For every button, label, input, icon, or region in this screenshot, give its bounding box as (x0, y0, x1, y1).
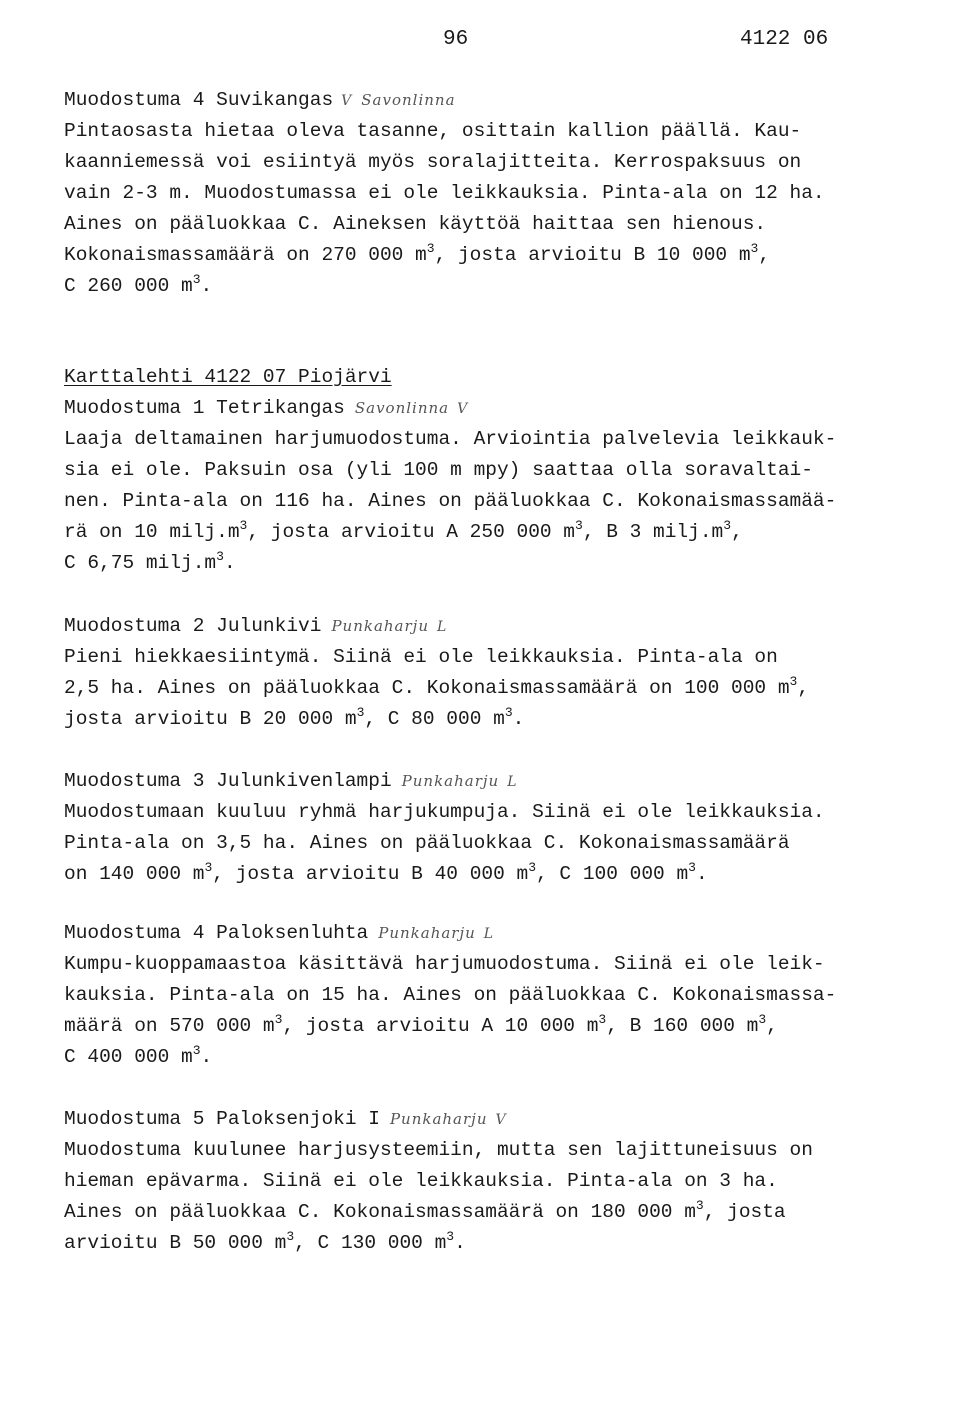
paragraph-line: Muodostuma kuulunee harjusysteemiin, mutta sen lajittuneisuus on (64, 1139, 813, 1161)
section-title: Muodostuma 1 Tetrikangas Savonlinna V (64, 393, 932, 424)
paragraph-line: C 260 000 $m^3$. (64, 272, 213, 297)
paragraph-line: vain 2-3 m. Muodostumassa ei ole leikkauksia. Pinta-ala on 12 ha. (64, 182, 825, 204)
sheet-heading-section (64, 362, 932, 393)
paragraph-line: Muodostumaan kuuluu ryhmä harjukumpuja. Siinä ei ole leikkauksia. (64, 801, 825, 823)
section-title: Muodostuma 5 Paloksenjoki I Punkaharju V (64, 1104, 932, 1135)
section-suvikangas (64, 85, 932, 302)
handwritten-note: Punkaharju (331, 617, 429, 635)
section-title: Muodostuma 3 Julunkivenlampi Punkaharju L (64, 766, 932, 797)
handwritten-mark: V (457, 401, 468, 417)
handwritten-mark: L (507, 774, 517, 790)
paragraph-line: kaanniemessä voi esiintyä myös soralajitteita. Kerrospaksuus on (64, 151, 802, 173)
paragraph-line: 2,5 ha. Aines on pääluokkaa C. Kokonaismassamäärä on 100 000 $m^3$, (64, 674, 810, 699)
paragraph-line: Pieni hiekkaesiintymä. Siinä ei ole leikkauksia. Pinta-ala on (64, 646, 778, 668)
paragraph-line: Aines on pääluokkaa C. Kokonaismassamäärä on 180 000 $m^3$, josta (64, 1198, 786, 1223)
paragraph-line: Kumpu-kuoppamaastoa käsittävä harjumuodostuma. Siinä ei ole leik- (64, 953, 825, 975)
paragraph-line: C 6,75 $milj.m^3$. (64, 549, 236, 574)
paragraph-line: Pinta-ala on 3,5 ha. Aines on pääluokkaa C. Kokonaismassamäärä (64, 832, 790, 854)
section-title: Muodostuma 4 Paloksenluhta Punkaharju L (64, 918, 932, 949)
paragraph-line: hieman epävarma. Siinä ei ole leikkauksia. Pinta-ala on 3 ha. (64, 1170, 778, 1192)
paragraph-line: Aines on pääluokkaa C. Aineksen käyttöä haittaa sen hienous. (64, 213, 767, 235)
handwritten-note: Punkaharju (378, 924, 476, 942)
paragraph-line: arvioitu B 50 000 $m^3$, C 130 000 $m^3$. (64, 1229, 466, 1254)
paragraph-line: on 140 000 $m^3$, josta arvioitu B 40 000 $m^3$, C 100 000 $m^3$. (64, 860, 708, 885)
paragraph-line: rä on 10 $milj.m^3$, josta arvioitu A 250 000 $m^3$, B 3 $milj.m^3$, (64, 518, 743, 543)
map-sheet-title: Karttalehti 4122 07 Piojärvi (64, 366, 392, 388)
paragraph-line: Laaja deltamainen harjumuodostuma. Arviointia palvelevia leikkauk- (64, 428, 837, 450)
paragraph-line: nen. Pinta-ala on 116 ha. Aines on pääluokkaa C. Kokonaismassamää- (64, 490, 837, 512)
handwritten-note: Punkaharju (389, 1110, 488, 1128)
handwritten-note: Punkaharju (401, 772, 500, 790)
map-sheet-number: 4122 06 (740, 28, 829, 51)
section-julunkivenlampi (64, 766, 932, 890)
section-julunkivi (64, 611, 932, 735)
paragraph-line: josta arvioitu B 20 000 $m^3$, C 80 000 $m^3$. (64, 705, 525, 730)
paragraph-line: Pintaosasta hietaa oleva tasanne, osittain kallion päällä. Kau- (64, 120, 802, 142)
paragraph-line: sia ei ole. Paksuin osa (yli 100 m mpy) saattaa olla soravaltai- (64, 459, 813, 481)
page-header (0, 28, 960, 58)
handwritten-note: Savonlinna (354, 399, 450, 417)
section-title: Muodostuma 2 Julunkivi Punkaharju L (64, 611, 932, 642)
section-paloksenjoki (64, 1104, 932, 1259)
handwritten-mark: L (437, 619, 447, 635)
section-paloksenluhta (64, 918, 932, 1073)
section-title: Muodostuma 4 Suvikangas V Savonlinna (64, 85, 932, 116)
page-number: 96 (443, 28, 469, 51)
handwritten-mark: V (495, 1112, 506, 1128)
handwritten-mark: V (341, 93, 352, 109)
section-tetrikangas (64, 393, 932, 579)
paragraph-line: Kokonaismassamäärä on 270 000 $m^3$, josta arvioitu B 10 000 $m^3$, (64, 241, 771, 266)
paragraph-line: määrä on 570 000 $m^3$, josta arvioitu A 10 000 $m^3$, B 160 000 $m^3$, (64, 1012, 778, 1037)
handwritten-note: Savonlinna (361, 91, 456, 109)
paragraph-line: C 400 000 $m^3$. (64, 1043, 213, 1068)
handwritten-mark: L (483, 926, 494, 942)
paragraph-line: kauksia. Pinta-ala on 15 ha. Aines on pääluokkaa C. Kokonaismassa- (64, 984, 837, 1006)
